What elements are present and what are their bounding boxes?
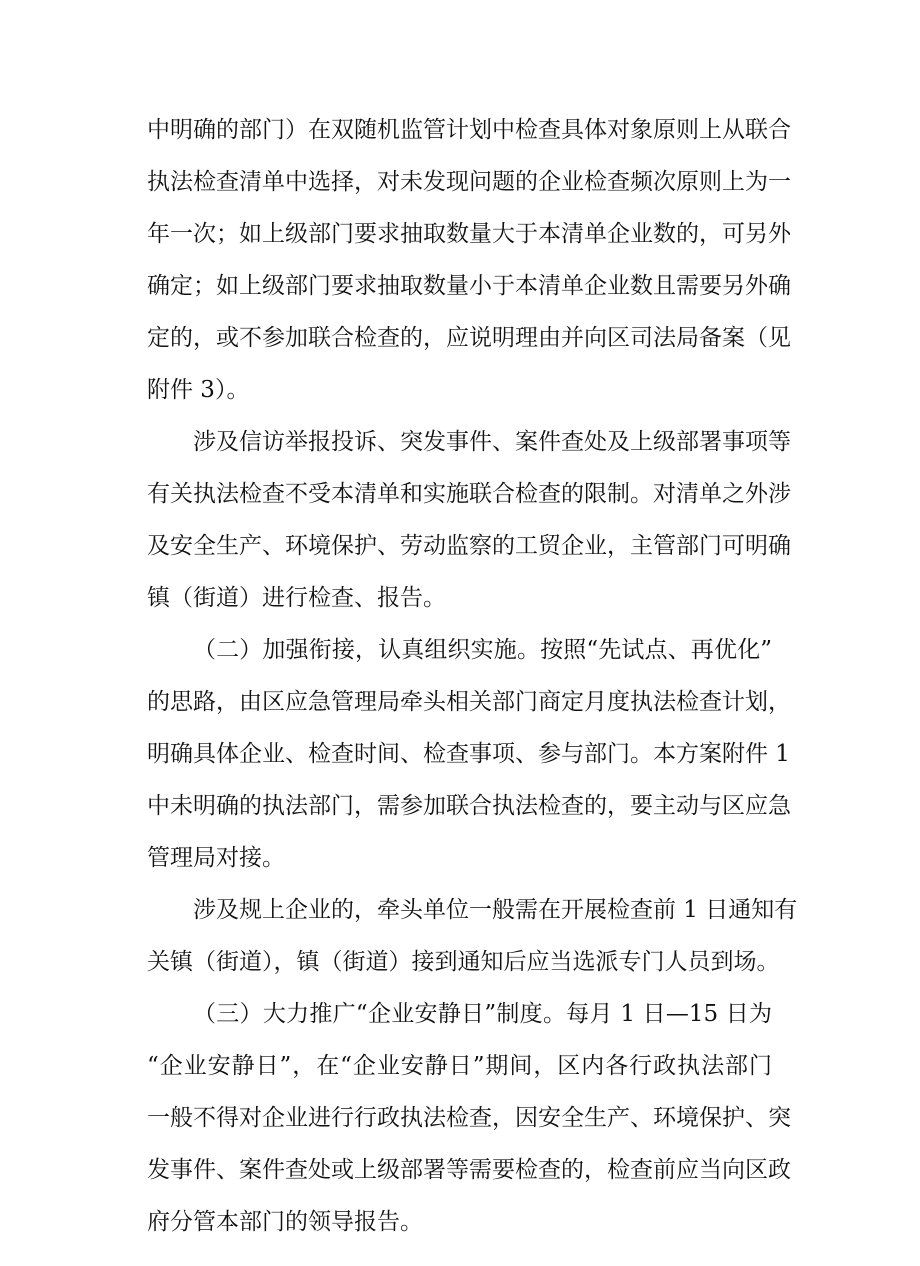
paragraph-2-line-4: 镇（街道）进行检查、报告。 xyxy=(147,585,446,611)
paragraph-2-line-1: 涉及信访举报投诉、突发事件、案件查处及上级部署事项等 xyxy=(193,429,791,455)
paragraph-4-line-2: 关镇（街道），镇（街道）接到通知后应当选派专门人员到场。 xyxy=(147,949,780,975)
paragraph-1-line-3: 年一次；如上级部门要求抽取数量大于本清单企业数的，可另外 xyxy=(147,221,791,247)
paragraph-1-line-2: 执法检查清单中选择，对未发现问题的企业检查频次原则上为一 xyxy=(147,169,791,195)
paragraph-1-line-1: 中明确的部门）在双随机监管计划中检查具体对象原则上从联合 xyxy=(147,117,791,143)
paragraph-2-line-3: 及安全生产、环境保护、劳动监察的工贸企业，主管部门可明确 xyxy=(147,533,791,559)
paragraph-3-line-5: 管理局对接。 xyxy=(147,845,285,871)
paragraph-5-line-2: “企业安静日”，在“企业安静日”期间，区内各行政执法部门 xyxy=(147,1053,772,1079)
paragraph-1-line-6: 附件 3）。 xyxy=(147,377,250,403)
paragraph-2-line-2: 有关执法检查不受本清单和实施联合检查的限制。对清单之外涉 xyxy=(147,481,791,507)
paragraph-1-line-4: 确定；如上级部门要求抽取数量小于本清单企业数且需要另外确 xyxy=(147,273,791,299)
paragraph-5-line-1: （三）大力推广“企业安静日”制度。每月 1 日—15 日为 xyxy=(193,1001,772,1027)
paragraph-3-line-4: 中未明确的执法部门，需参加联合执法检查的，要主动与区应急 xyxy=(147,793,791,819)
paragraph-3-line-1: （二）加强衔接，认真组织实施。按照“先试点、再优化” xyxy=(193,637,772,663)
paragraph-5-line-5: 府分管本部门的领导报告。 xyxy=(147,1209,423,1235)
paragraph-5-line-3: 一般不得对企业进行行政执法检查，因安全生产、环境保护、突 xyxy=(147,1105,791,1131)
paragraph-4-line-1: 涉及规上企业的，牵头单位一般需在开展检查前 1 日通知有 xyxy=(193,897,798,923)
paragraph-1-line-5: 定的，或不参加联合检查的，应说明理由并向区司法局备案（见 xyxy=(147,325,791,351)
paragraph-3-line-2: 的思路，由区应急管理局牵头相关部门商定月度执法检查计划， xyxy=(147,689,791,715)
paragraph-5-line-4: 发事件、案件查处或上级部署等需要检查的，检查前应当向区政 xyxy=(147,1157,791,1183)
paragraph-3-line-3: 明确具体企业、检查时间、检查事项、参与部门。本方案附件 1 xyxy=(147,741,790,767)
